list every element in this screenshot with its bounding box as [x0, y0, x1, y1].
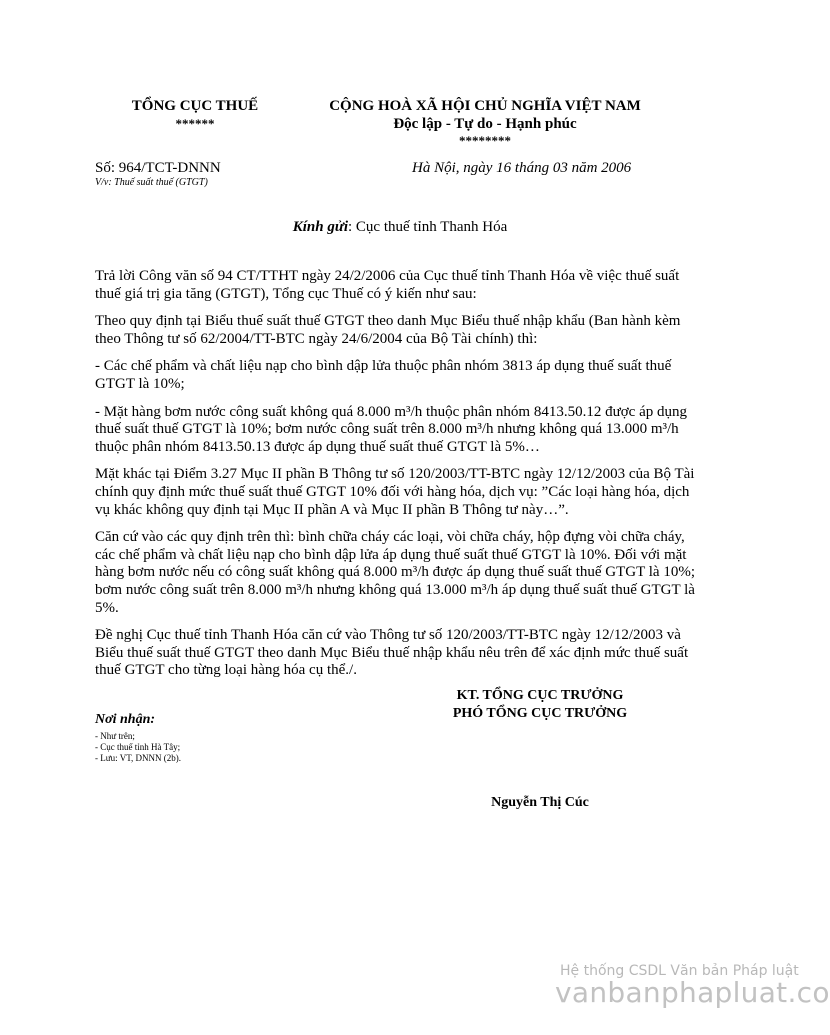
nation-name: CỘNG HOÀ XÃ HỘI CHỦ NGHĨA VIỆT NAM [329, 98, 641, 114]
place-date: Hà Nội, ngày 16 tháng 03 năm 2006 [412, 160, 632, 176]
body-paragraph: Đề nghị Cục thuế tỉnh Thanh Hóa căn cứ vào Thông tư số 120/2003/TT-BTC ngày 12/12/2003 và Biểu thuế suất thuế GTGT theo danh Mục Biểu thuế nhập khẩu nêu trên để xác định mức thuế suất thuế GTGT cho từng loại hàng hóa cụ thể./. [95, 627, 689, 679]
receivers-list [95, 731, 181, 764]
document-subject: V/v: Thuế suất thuế (GTGT) [95, 177, 208, 188]
receiver-item: - Cục thuế tỉnh Hà Tây; [95, 742, 181, 752]
body-paragraph: Theo quy định tại Biểu thuế suất thuế GTGT theo danh Mục Biểu thuế nhập khẩu (Ban hành kèm theo Thông tư số 62/2004/TT-BTC ngày 24/6/2004 của Bộ Tài chính) thì: [95, 313, 681, 347]
body-paragraph: - Mặt hàng bơm nước công suất không quá 8.000 m³/h thuộc phân nhóm 8413.50.12 được áp dụng thuế suất thuế GTGT là 10%; bơm nước công suất trên 8.000 m³/h nhưng không quá 13.000 m³/h thuộc phân nhóm 8413.50.13 được áp dụng thuế suất thuế GTGT là 5%… [95, 403, 687, 455]
motto-separator: ******** [459, 133, 511, 148]
body-paragraph: - Các chế phẩm và chất liệu nạp cho bình dập lửa thuộc phân nhóm 3813 áp dụng thuế suất thuế GTGT là 10%; [95, 358, 672, 392]
agency-separator: ****** [175, 116, 215, 131]
receivers-title: Nơi nhận: [95, 712, 156, 727]
national-motto: Độc lập - Tự do - Hạnh phúc [393, 116, 577, 132]
signature-title [400, 687, 680, 723]
agency-name: TỔNG CỤC THUẾ [131, 98, 259, 114]
signature-title-line-1: KT. TỔNG CỤC TRƯỞNG [456, 688, 624, 703]
signature-title-line-2: PHÓ TỔNG CỤC TRƯỞNG [452, 706, 628, 721]
recipient-line [0, 219, 800, 236]
document-number: Số: 964/TCT-DNNN [95, 160, 221, 176]
recipient-name: : Cục thuế tỉnh Thanh Hóa [347, 219, 508, 235]
body-paragraph: Mặt khác tại Điểm 3.27 Mục II phần B Thông tư số 120/2003/TT-BTC ngày 12/12/2003 của Bộ Tài chính quy định mức thuế suất thuế GTGT 10% đối với hàng hóa, dịch vụ: ”Các loại hàng hóa, dịch vụ khác không quy định tại Mục II phần A và Mục II phần B Thông tư này…”. [95, 466, 695, 518]
watermark-caption: Hệ thống CSDL Văn bản Pháp luật [560, 963, 799, 979]
body-paragraph: Trả lời Công văn số 94 CT/TTHT ngày 24/2/2006 của Cục thuế tỉnh Thanh Hóa về việc thuế suất thuế giá trị gia tăng (GTGT), Tổng cục Thuế có ý kiến như sau: [95, 268, 680, 302]
receiver-item: - Lưu: VT, DNNN (2b). [95, 753, 182, 763]
signer-name: Nguyễn Thị Cúc [491, 795, 589, 810]
recipient-label: Kính gửi [292, 219, 348, 235]
watermark-site: vanbanphapluat.co [555, 976, 830, 1009]
receiver-item: - Như trên; [95, 731, 135, 741]
letter-body [95, 268, 705, 690]
body-paragraph: Căn cứ vào các quy định trên thì: bình chữa cháy các loại, vòi chữa cháy, hộp đựng vòi chữa cháy, các chế phẩm và chất liệu nạp cho bình dập lửa áp dụng thuế suất thuế GTGT là 10%. Đối với mặt hàng bơm nước nếu có công suất không quá 8.000 m³/h được áp dụng thuế suất thuế GTGT là 10%; bơm nước công suất trên 8.000 m³/h nhưng không quá 13.000 m³/h áp dụng thuế suất thuế GTGT là 5%. [95, 529, 695, 616]
